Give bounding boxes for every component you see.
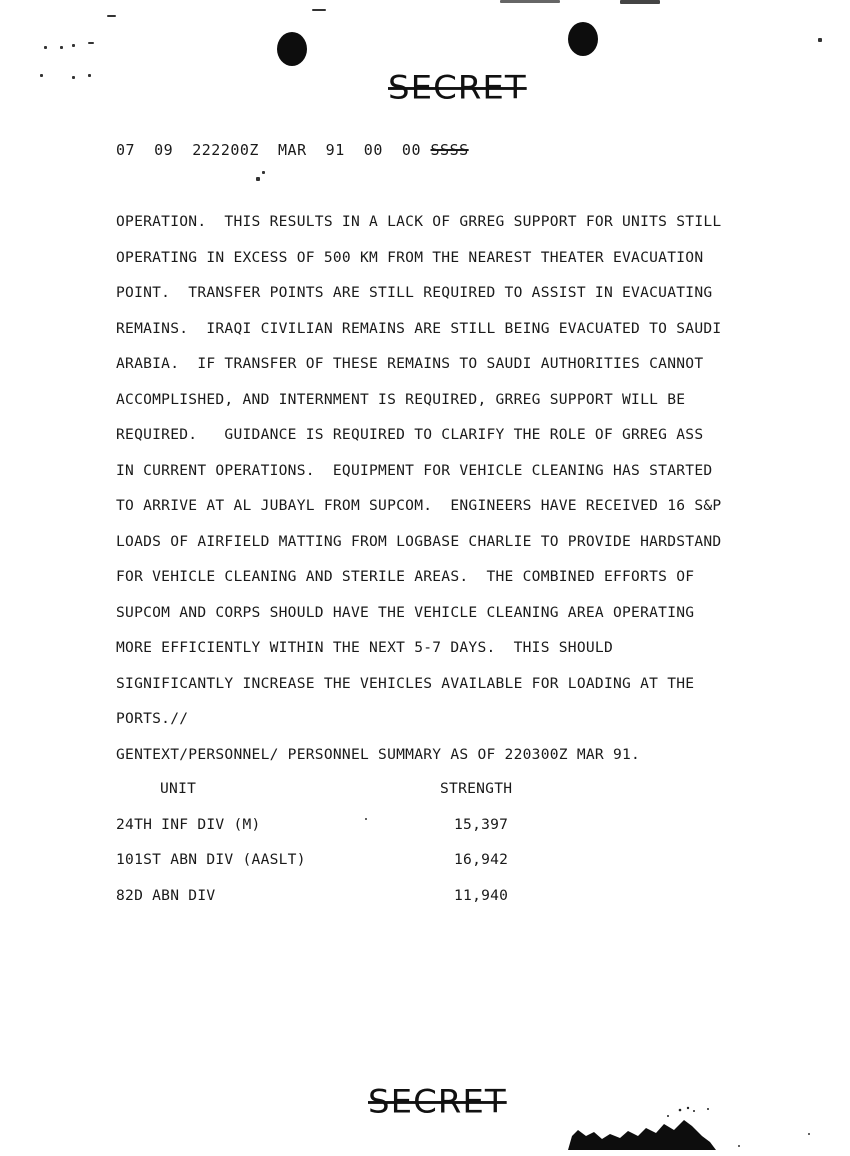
body-line: OPERATING IN EXCESS OF 500 KM FROM THE NEAREST THEATER EVACUATION xyxy=(116,248,704,266)
body-line: POINT. TRANSFER POINTS ARE STILL REQUIRED TO ASSIST IN EVACUATING xyxy=(116,284,713,301)
header-text: 07 09 222200Z MAR 91 00 00 xyxy=(116,141,431,159)
table-header-row xyxy=(116,780,512,816)
scan-speck xyxy=(808,1133,810,1135)
body-line: SIGNIFICANTLY INCREASE THE VEHICLES AVAILABLE FOR LOADING AT THE xyxy=(116,674,695,692)
ink-blot xyxy=(568,1106,718,1150)
body-line: REQUIRED. GUIDANCE IS REQUIRED TO CLARIFY THE ROLE OF GRREG ASS xyxy=(116,426,704,443)
scan-speck xyxy=(44,46,47,49)
column-header-unit: UNIT xyxy=(160,780,197,797)
body-line: ARABIA. IF TRANSFER OF THESE REMAINS TO SAUDI AUTHORITIES CANNOT xyxy=(116,355,704,372)
header-struck-code: SSSS xyxy=(430,141,469,159)
table-row xyxy=(116,887,512,923)
strength-cell: 11,940 xyxy=(454,886,509,904)
message-header-line xyxy=(116,141,469,159)
body-line: MORE EFFICIENTLY WITHIN THE NEXT 5-7 DAYS. THIS SHOULD xyxy=(116,639,613,656)
scan-speck xyxy=(818,38,822,42)
scan-speck xyxy=(60,46,63,49)
body-line: OPERATION. THIS RESULTS IN A LACK OF GRREG SUPPORT FOR UNITS STILL xyxy=(116,213,722,230)
body-line: PORTS.// xyxy=(116,710,189,727)
unit-cell: 24TH INF DIV (M) xyxy=(116,815,261,833)
body-line: LOADS OF AIRFIELD MATTING FROM LOGBASE CHARLIE TO PROVIDE HARDSTAND xyxy=(116,532,722,550)
body-line: ACCOMPLISHED, AND INTERNMENT IS REQUIRED, GRREG SUPPORT WILL BE xyxy=(116,390,686,408)
table-row xyxy=(116,816,512,852)
scan-speck xyxy=(620,0,660,4)
scan-speck xyxy=(107,15,116,17)
strength-cell: 15,397 xyxy=(454,815,509,833)
unit-cell: 101ST ABN DIV (AASLT) xyxy=(116,851,306,868)
body-line: SUPCOM AND CORPS SHOULD HAVE THE VEHICLE CLEANING AREA OPERATING xyxy=(116,603,695,621)
scan-speck xyxy=(262,171,265,174)
classification-marking-top: SECRET xyxy=(388,69,527,107)
scan-speck xyxy=(256,177,260,181)
column-header-strength: STRENGTH xyxy=(440,780,513,797)
body-line: FOR VEHICLE CLEANING AND STERILE AREAS. THE COMBINED EFFORTS OF xyxy=(116,568,695,585)
strength-cell: 16,942 xyxy=(454,851,509,868)
message-body xyxy=(116,208,836,741)
scan-speck xyxy=(72,44,75,47)
unit-cell: 82D ABN DIV xyxy=(116,886,216,904)
scan-speck xyxy=(40,74,43,77)
punch-hole-left xyxy=(277,32,307,66)
body-line: TO ARRIVE AT AL JUBAYL FROM SUPCOM. ENGINEERS HAVE RECEIVED 16 S&P xyxy=(116,497,722,514)
scan-speck xyxy=(72,76,75,79)
scan-speck xyxy=(88,74,91,77)
table-row xyxy=(116,851,512,887)
personnel-summary-table xyxy=(116,780,512,922)
gentext-personnel-line: GENTEXT/PERSONNEL/ PERSONNEL SUMMARY AS OF 220300Z MAR 91. xyxy=(116,746,641,763)
punch-hole-right xyxy=(568,22,598,56)
scan-speck xyxy=(738,1145,740,1147)
scan-speck xyxy=(500,0,560,3)
body-line: REMAINS. IRAQI CIVILIAN REMAINS ARE STILL BEING EVACUATED TO SAUDI xyxy=(116,319,722,337)
scan-speck xyxy=(88,42,94,44)
classification-marking-bottom: SECRET xyxy=(368,1083,507,1121)
scan-speck xyxy=(312,9,326,11)
body-line: IN CURRENT OPERATIONS. EQUIPMENT FOR VEHICLE CLEANING HAS STARTED xyxy=(116,461,713,479)
